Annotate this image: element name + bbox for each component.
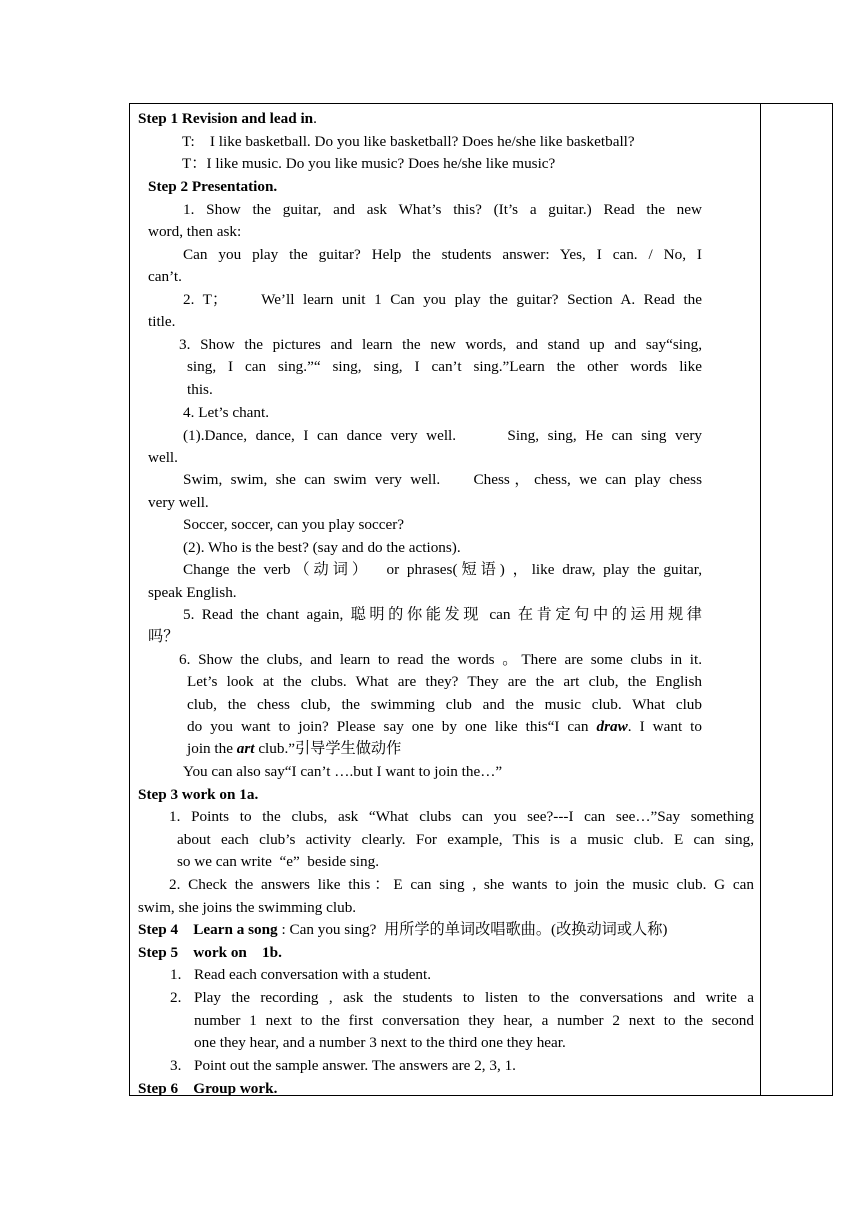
step2-p2b: can’t. bbox=[148, 268, 182, 285]
step2-p12b: Let’s look at the clubs. What are they? They are the art club, the English bbox=[187, 673, 702, 690]
step3-p1c: so we can write “e” beside sing. bbox=[177, 853, 380, 870]
step2-p12c: club, the chess club, the swimming club and the music club. What club bbox=[187, 696, 702, 713]
step2-p4a: 3. Show the pictures and learn the new words, and stand up and say“sing, bbox=[179, 336, 702, 353]
step5-heading: Step 5 work on 1b. bbox=[138, 944, 282, 961]
procedure-cell bbox=[130, 104, 760, 1095]
step5-item2-text-b: number 1 next to the first conversation they hear, a number 2 next to the second bbox=[194, 1012, 754, 1029]
step5-item2-text-a: Play the recording , ask the students to listen to the conversations and write a bbox=[194, 989, 754, 1006]
notes-column-divider bbox=[760, 104, 761, 1095]
step2-p1b: word, then ask: bbox=[148, 223, 242, 240]
step2-p5: 4. Let’s chant. bbox=[183, 404, 270, 421]
step3-heading: Step 3 work on 1a. bbox=[138, 786, 259, 803]
step1-line1: T: I like basketball. Do you like basketball? Does he/she like basketball? bbox=[182, 133, 635, 150]
step2-p7a: Swim, swim, she can swim very well. Chess，chess, we can play chess bbox=[183, 471, 702, 488]
step2-p13: You can also say“I can’t ….but I want to join the…” bbox=[183, 763, 503, 780]
step2-p3a: 2. T； We’ll learn unit 1 Can you play the guitar? Section A. Read the bbox=[183, 291, 702, 308]
step2-p10b: speak English. bbox=[148, 584, 237, 601]
step2-p6b: well. bbox=[148, 449, 178, 466]
step6-heading: Step 6 Group work. bbox=[138, 1080, 278, 1097]
step3-p2a: 2. Check the answers like this：E can sing , she wants to join the music club. G can bbox=[169, 876, 754, 893]
step2-p4b: sing, I can sing.”“ sing, sing, I can’t sing.”Learn the other words like bbox=[187, 358, 702, 375]
step1-line2: T：I like music. Do you like music? Does he/she like music? bbox=[182, 155, 556, 172]
step2-p11a: 5. Read the chant again, 聪明的你能发现 can 在肯定句中的运用规律 bbox=[183, 606, 702, 623]
step2-p9: (2). Who is the best? (say and do the actions). bbox=[183, 539, 461, 556]
step2-p10a: Change the verb（动词） or phrases(短语) ，like draw, play the guitar, bbox=[183, 561, 702, 578]
step2-p2a: Can you play the guitar? Help the students answer: Yes, I can. / No, I bbox=[183, 246, 702, 263]
step5-item3-text: Point out the sample answer. The answers are 2, 3, 1. bbox=[194, 1057, 516, 1074]
step5-item1-num: 1. bbox=[170, 966, 182, 983]
step4-text: : Can you sing? 用所学的单词改唱歌曲。(改换动词或人称) bbox=[277, 921, 668, 938]
step5-item1-text: Read each conversation with a student. bbox=[194, 966, 432, 983]
step5-item2-text-c: one they hear, and a number 3 next to the third one they hear. bbox=[194, 1034, 566, 1051]
step1-heading-end: . bbox=[313, 110, 317, 127]
step2-p12e: join the art club.”引导学生做动作 bbox=[187, 740, 402, 757]
lesson-plan-table bbox=[129, 103, 833, 1096]
emphasis-art: art bbox=[236, 740, 255, 757]
step4-heading: Step 4 Learn a song bbox=[138, 921, 278, 938]
step5-item2-num: 2. bbox=[170, 989, 182, 1006]
step2-p12a: 6. Show the clubs, and learn to read the words 。There are some clubs in it. bbox=[179, 651, 702, 668]
step3-p2b: swim, she joins the swimming club. bbox=[138, 899, 357, 916]
step5-item3-num: 3. bbox=[170, 1057, 182, 1074]
step1-heading-line bbox=[138, 109, 317, 129]
step2-p11b: 吗？ bbox=[148, 628, 179, 645]
step2-p3b: title. bbox=[148, 313, 176, 330]
step2-p7b: very well. bbox=[148, 494, 209, 511]
step3-p1b: about each club’s activity clearly. For example, This is a music club. E can sing, bbox=[177, 831, 754, 848]
step2-p4c: this. bbox=[187, 381, 213, 398]
step3-p1a: 1. Points to the clubs, ask “What clubs can you see?---I can see…”Say something bbox=[169, 808, 754, 825]
step1-heading: Step 1 Revision and lead in bbox=[138, 110, 314, 127]
step2-p6a: (1).Dance, dance, I can dance very well. Sing, sing, He can sing very bbox=[183, 427, 702, 444]
emphasis-draw: draw bbox=[596, 718, 628, 735]
step2-heading: Step 2 Presentation. bbox=[148, 178, 278, 195]
step4-line bbox=[138, 920, 667, 940]
step2-p12d: do you want to join? Please say one by one like this“I can draw. I want to bbox=[187, 718, 702, 735]
step2-p8: Soccer, soccer, can you play soccer? bbox=[183, 516, 404, 533]
step2-p1a: 1. Show the guitar, and ask What’s this? (It’s a guitar.) Read the new bbox=[183, 201, 702, 218]
